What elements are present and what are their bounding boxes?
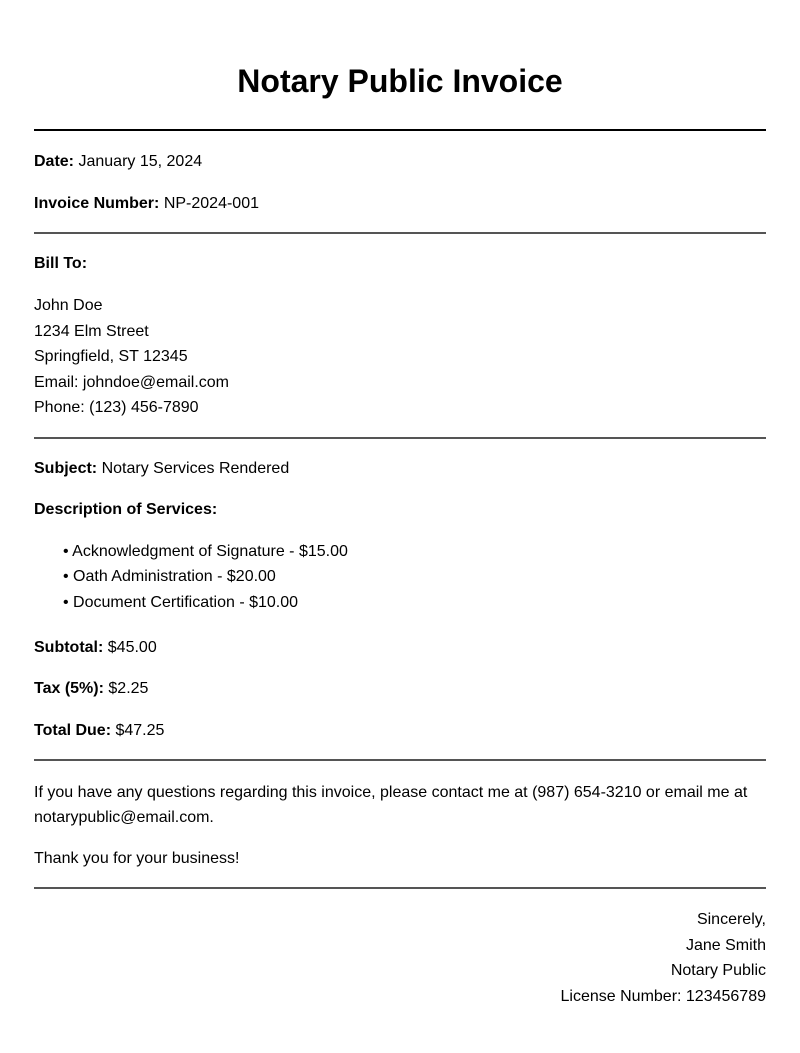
signoff-closing: Sincerely, — [696, 911, 766, 928]
bill-to-city: Springfield, ST 12345 — [34, 348, 188, 365]
total-due-label: Total Due: — [34, 722, 112, 739]
invoice-number-value: NP-2024-001 — [163, 195, 259, 212]
header-divider — [34, 232, 766, 234]
bill-to-name: John Doe — [34, 297, 103, 314]
tax-label: Tax (5%): — [34, 680, 104, 697]
signature-block — [34, 907, 766, 1010]
invoice-date-label: Date: — [34, 153, 75, 170]
invoice-date — [34, 152, 766, 172]
services-heading: Description of Services: — [34, 500, 218, 518]
service-item: • Oath Administration - $20.00 — [63, 568, 276, 585]
tax-line — [34, 679, 766, 699]
address-divider — [34, 437, 766, 439]
service-item: • Acknowledgment of Signature - $15.00 — [63, 542, 348, 560]
total-due-line — [34, 721, 766, 741]
subject-value: Notary Services Rendered — [101, 459, 290, 477]
totals-divider — [34, 759, 766, 761]
bill-to-email: Email: johndoe@email.com — [34, 373, 229, 391]
page-title: Notary Public Invoice — [237, 63, 563, 99]
invoice-number-label: Invoice Number: — [34, 195, 160, 212]
service-item: • Document Certification - $10.00 — [63, 593, 299, 611]
tax-value: $2.25 — [108, 680, 149, 697]
subtotal-value: $45.00 — [107, 639, 157, 656]
bill-to-heading: Bill To: — [34, 255, 88, 272]
bill-to-address — [34, 293, 766, 421]
services-list — [34, 539, 766, 616]
bill-to-phone: Phone: (123) 456-7890 — [34, 399, 199, 416]
subject-label: Subject: — [34, 459, 98, 477]
signoff-role: Notary Public — [670, 962, 766, 980]
total-due-value: $47.25 — [115, 722, 165, 739]
title-divider — [34, 129, 766, 131]
signoff-name: Jane Smith — [685, 936, 766, 954]
invoice-date-value: January 15, 2024 — [78, 153, 203, 170]
contact-note: If you have any questions regarding this invoice, please contact me at (987) 654-3210 or email me at notarypublic@email.com. — [34, 784, 748, 826]
subtotal-label: Subtotal: — [34, 639, 104, 656]
thank-you-note: Thank you for your business! — [34, 850, 240, 867]
signoff-license: License Number: 123456789 — [560, 988, 766, 1006]
bill-to-street: 1234 Elm Street — [34, 322, 149, 340]
subtotal-line — [34, 638, 766, 658]
subject-line — [34, 459, 766, 479]
footer-divider — [34, 887, 766, 889]
invoice-number — [34, 194, 766, 214]
